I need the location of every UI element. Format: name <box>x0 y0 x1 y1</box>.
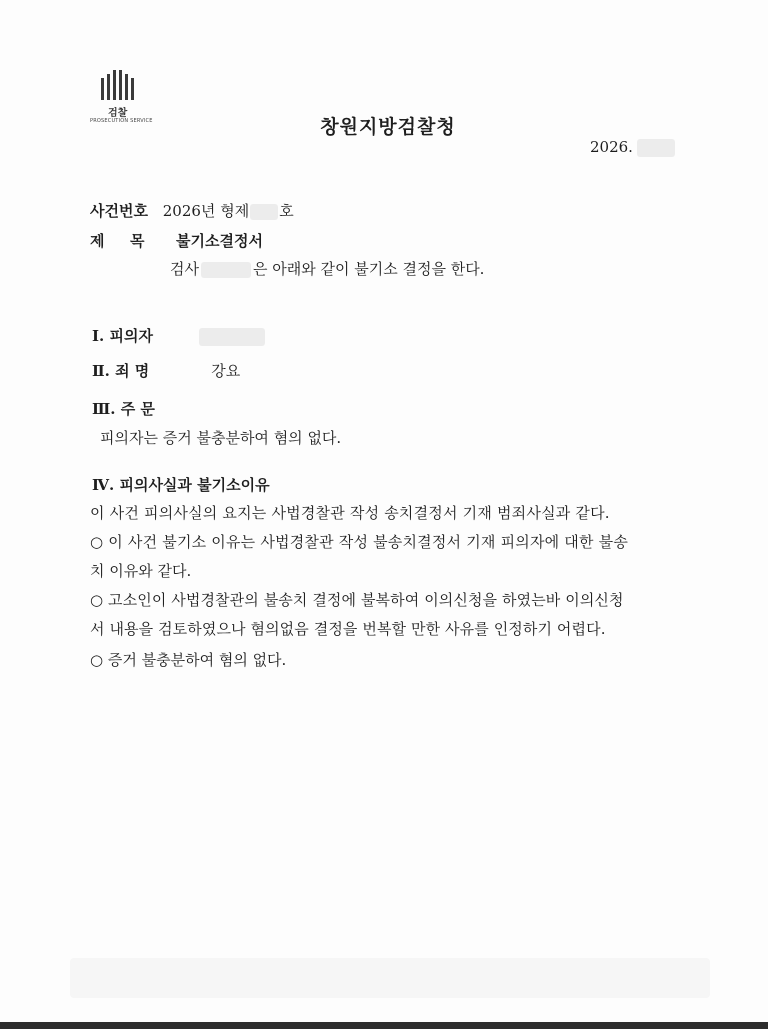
reason-paragraph-5: 서 내용을 검토하였으나 혐의없음 결정을 번복할 만한 사유를 인정하기 어렵다. <box>90 620 606 638</box>
reason-paragraph-6: ○ 증거 불충분하여 혐의 없다. <box>90 651 287 669</box>
case-prefix: 형제 <box>220 202 250 220</box>
section-charge <box>92 360 240 381</box>
title-row <box>90 230 263 251</box>
section-order-text: 피의자는 증거 불충분하여 혐의 없다. <box>100 429 342 447</box>
case-number-row <box>90 200 294 221</box>
charge-label: Ⅱ. 죄 명 <box>92 362 150 380</box>
logo-bars-icon <box>101 70 152 100</box>
section-suspect <box>92 325 265 346</box>
logo-name: 검찰 <box>108 108 128 119</box>
title-value: 불기소결정서 <box>176 232 263 250</box>
title-label-2: 목 <box>130 232 145 250</box>
decision-prefix: 검사 <box>170 260 199 278</box>
decision-text: 은 아래와 같이 불기소 결정을 한다. <box>252 260 485 278</box>
redacted-case-number <box>250 204 278 220</box>
page-bottom-edge <box>0 1022 768 1029</box>
case-year: 2026년 <box>162 202 216 220</box>
logo-subtitle: PROSECUTION SERVICE <box>90 118 153 124</box>
redacted-prosecutor-name <box>201 262 251 278</box>
reason-paragraph-3: 치 이유와 같다. <box>90 562 192 580</box>
section-reason-label: Ⅳ. 피의사실과 불기소이유 <box>92 476 270 494</box>
suspect-label: Ⅰ. 피의자 <box>92 327 153 345</box>
reason-paragraph-2: ○ 이 사건 불기소 이유는 사법경찰관 작성 불송치결정서 기재 피의자에 대한 불송 <box>90 533 629 551</box>
redacted-suspect-name <box>199 328 265 346</box>
section-order-label: Ⅲ. 주 문 <box>92 400 155 418</box>
footer-faint-area <box>70 958 710 998</box>
date-text: 2026. <box>590 138 633 156</box>
reason-paragraph-1: 이 사건 피의사실의 요지는 사법경찰관 작성 송치결정서 기재 범죄사실과 같다. <box>90 504 610 522</box>
case-suffix: 호 <box>279 202 294 220</box>
reason-paragraph-4: ○ 고소인이 사법경찰관의 불송치 결정에 불복하여 이의신청을 하였는바 이의신청 <box>90 591 624 609</box>
document-date <box>590 138 675 157</box>
office-name: 창원지방검찰청 <box>320 116 456 138</box>
case-number-label: 사건번호 <box>90 202 148 220</box>
decision-sentence <box>170 258 484 279</box>
charge-value: 강요 <box>211 362 241 380</box>
title-label-1: 제 <box>90 232 105 250</box>
redacted-date <box>637 139 675 157</box>
office-title <box>0 112 768 139</box>
